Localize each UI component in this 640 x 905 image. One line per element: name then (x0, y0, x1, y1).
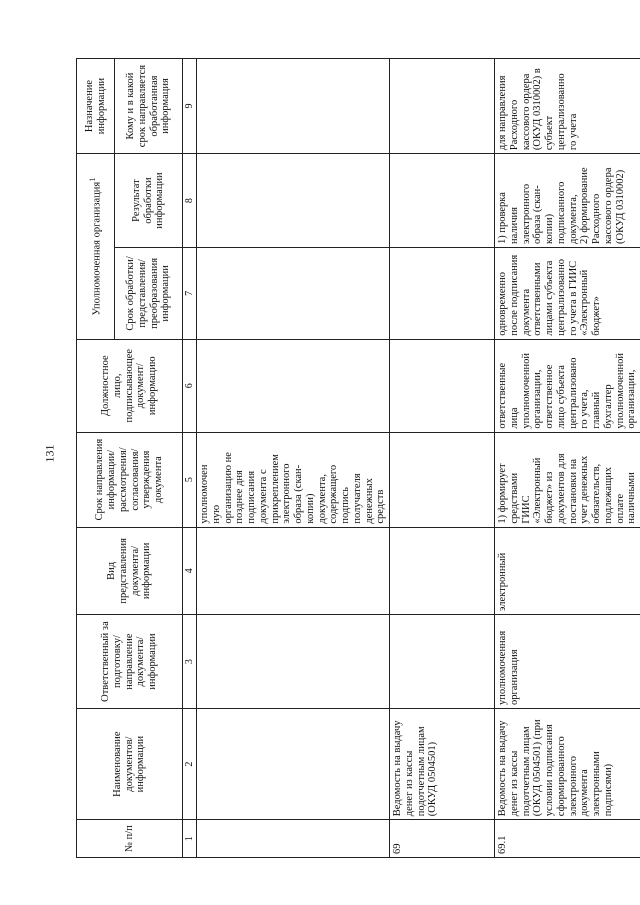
cell-line: после подписания (508, 254, 520, 336)
cell-recipient (390, 59, 495, 154)
header-signer: Должностное лицо, подписывающее документ/ информацию (77, 339, 183, 432)
cell-processing-time (390, 248, 495, 340)
cell-doc-name (495, 709, 640, 820)
cell-responsible (197, 615, 390, 709)
header-recipient: Кому и в какой срок направляется обработанная информация (115, 59, 183, 154)
cell-deadline (390, 432, 495, 527)
cell-line: «Электронный (579, 269, 591, 336)
cell-line: электронными (591, 751, 603, 817)
cell-line: го учета в ГИИС (567, 260, 579, 336)
cell-recipient (197, 59, 390, 154)
cell-line: (ОКУД 0504501) (427, 741, 439, 817)
header-num: № п/п (77, 820, 183, 858)
cell-line: ответственное (544, 364, 556, 429)
procedure-table (76, 58, 640, 858)
cell-line: обязательств, (591, 463, 603, 524)
table-row (495, 59, 640, 858)
cell-line: организации, (532, 369, 544, 429)
cell-line: лицами субъекта (544, 260, 556, 336)
cell-line: лица (508, 407, 520, 429)
cell-processing-time (495, 248, 640, 340)
cell-line: документа, (567, 194, 579, 245)
header-group-title: Уполномоченная организация (91, 181, 103, 316)
cell-line: ную (210, 504, 222, 524)
cell-line: ответственные (497, 362, 509, 429)
cell-line: организации, (626, 369, 638, 429)
cell-line: кассового ордера (602, 167, 614, 245)
cell-num: 69.1 (495, 820, 640, 858)
header-group-footnote: 1 (86, 177, 97, 182)
cell-line: (ОКУД 0504501) (при (532, 719, 544, 817)
cell-line: подписанного (555, 181, 567, 245)
cell-num (197, 820, 390, 858)
cell-line: электронного (281, 463, 293, 524)
cell-line: (ОКУД 0310002) в (532, 68, 544, 151)
rotated-table-wrapper (76, 58, 638, 858)
cell-line: организацию не (222, 452, 234, 524)
cell-line: го учета (567, 113, 579, 151)
cell-line: субъект (544, 115, 556, 151)
header-responsible: Ответственный за подготовку/ направление документа/ информации (77, 615, 183, 709)
cell-form (390, 527, 495, 614)
cell-line: ГИИС (520, 495, 532, 524)
cell-responsible (390, 615, 495, 709)
cell-line: средствами (508, 472, 520, 524)
cell-doc-name (390, 709, 495, 820)
cell-line: учет денежных (579, 455, 591, 524)
cell-line: денег из кассы (403, 750, 415, 817)
cell-line: получателя (351, 473, 363, 524)
cell-line: документов для (555, 453, 567, 524)
cell-line: документа, (316, 474, 328, 524)
cell-line: бюджет» из (544, 471, 556, 524)
cell-line: оплате (614, 493, 626, 524)
cell-line: главный (591, 391, 603, 429)
cell-deadline (197, 432, 390, 527)
column-numbers-row (183, 59, 197, 858)
page-number: 131 (42, 444, 57, 463)
column-number: 8 (183, 154, 197, 248)
cell-line: образа (скан- (532, 185, 544, 245)
column-number: 2 (183, 709, 197, 820)
cell-responsible (495, 615, 640, 709)
cell-line: централизованно (555, 73, 567, 151)
cell-num: 69 (390, 820, 495, 858)
cell-line: го учета, (579, 389, 591, 429)
cell-line: содержащего (328, 464, 340, 524)
cell-line: подписания (246, 470, 258, 524)
cell-signer (495, 339, 640, 432)
cell-line: для направления (497, 75, 509, 151)
cell-line: организация (508, 649, 520, 706)
header-deadline: Срок направления информации/ рассмотрения/ согласования/ утверждения документа (77, 432, 183, 527)
cell-line: документа с (257, 469, 269, 524)
header-processing-time: Срок обработки/ представления/ преобразования информации (115, 248, 183, 340)
cell-processing-time (197, 248, 390, 340)
cell-line: 2) формирование (579, 167, 591, 245)
cell-line: уполномочен (199, 464, 211, 524)
cell-line: документа (579, 769, 591, 817)
column-number: 3 (183, 615, 197, 709)
cell-signer (390, 339, 495, 432)
cell-line: кассового ордера (520, 73, 532, 151)
cell-line: Ведомость на выдачу (392, 720, 404, 817)
table-body (197, 59, 640, 858)
cell-line: уполномоченной (520, 353, 532, 429)
cell-line: бухгалтер (602, 384, 614, 429)
cell-line: бюджет» (591, 296, 603, 336)
cell-line: уполномоченная (497, 630, 509, 706)
cell-line: наличными (626, 472, 638, 524)
cell-line: одновременно (497, 271, 509, 336)
cell-line: сформированного (555, 736, 567, 817)
cell-result (495, 154, 640, 248)
cell-line: электронного (520, 183, 532, 245)
cell-line: подпись (340, 487, 352, 524)
column-number: 9 (183, 59, 197, 154)
cell-line: подотчетным лицам (520, 726, 532, 817)
cell-line: условии подписания (544, 724, 556, 817)
cell-line: «Электронный (532, 457, 544, 524)
cell-line: документа (520, 288, 532, 336)
cell-line: денежных (363, 478, 375, 524)
cell-line: уполномоченной (614, 353, 626, 429)
header-form: Вид представления документа/ информации (77, 527, 183, 614)
header-purpose-top: Назначение информации (77, 59, 115, 154)
table-row (197, 59, 390, 858)
cell-signer (197, 339, 390, 432)
cell-line: образа (скан- (293, 464, 305, 524)
cell-line: ответственными (532, 262, 544, 336)
cell-line: электронного (567, 756, 579, 817)
cell-doc-name (197, 709, 390, 820)
cell-line: 1) формирует (497, 463, 509, 524)
cell-line: лицо субъекта (555, 365, 567, 429)
column-number: 7 (183, 248, 197, 340)
cell-recipient (495, 59, 640, 154)
header-doc-name: Наименование документов/ информации (77, 709, 183, 820)
cell-line: Ведомость на выдачу (497, 720, 509, 817)
cell-line: подотчетным лицам (415, 726, 427, 817)
cell-result (197, 154, 390, 248)
cell-line: централизованно (555, 259, 567, 336)
cell-result (390, 154, 495, 248)
cell-form: электронный (495, 527, 640, 614)
cell-line: 1) проверка (497, 192, 509, 245)
cell-line: постановки на (567, 459, 579, 524)
column-number: 5 (183, 432, 197, 527)
header-group (77, 154, 115, 340)
cell-line: Расходного (508, 99, 520, 151)
cell-line: копии) (544, 213, 556, 245)
table-row (390, 59, 495, 858)
header-result: Результат обработки информации (115, 154, 183, 248)
cell-form (197, 527, 390, 614)
cell-line: позднее дня (234, 470, 246, 524)
column-number: 6 (183, 339, 197, 432)
cell-line: прикреплением (269, 454, 281, 524)
cell-line: копии) (304, 493, 316, 524)
column-number: 1 (183, 820, 197, 858)
cell-line: подписями) (602, 763, 614, 817)
cell-line: наличия (508, 207, 520, 245)
cell-deadline (495, 432, 640, 527)
cell-line: Расходного (591, 193, 603, 245)
cell-line: подлежащих (602, 466, 614, 524)
cell-line: средств (375, 489, 387, 524)
cell-line: денег из кассы (508, 750, 520, 817)
column-number: 4 (183, 527, 197, 614)
cell-line: (ОКУД 0310002) (614, 169, 626, 245)
cell-line: централизовано (567, 357, 579, 429)
